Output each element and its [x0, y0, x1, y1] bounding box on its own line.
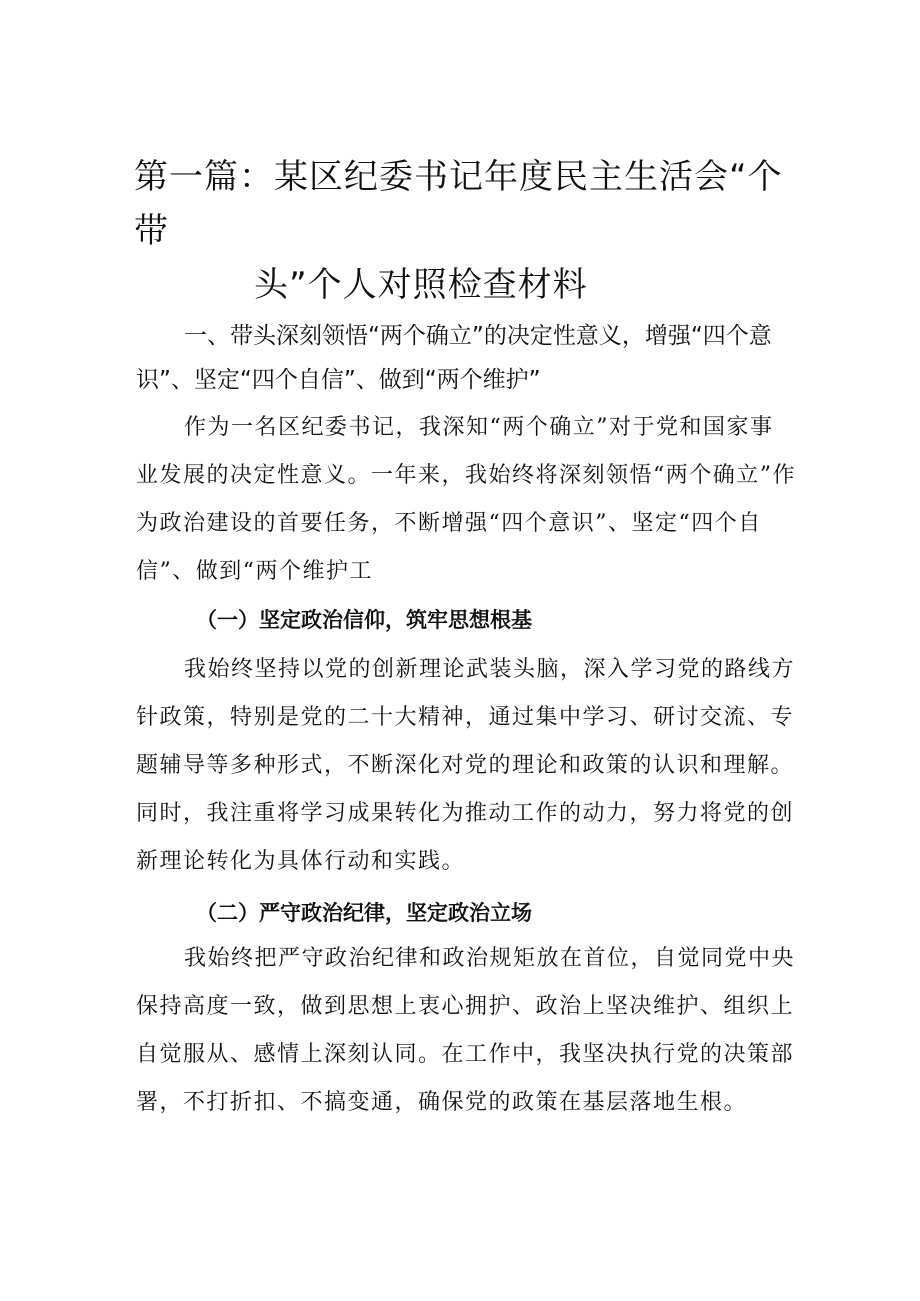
subsection-1-paragraph: 我始终坚持以党的创新理论武装头脑，深入学习党的路线方针政策，特别是党的二十大精神，通过集中学习、研讨交流、专题辅导等多种形式，不断深化对党的理论和政策的认识和理解。同时，我注重将学习成果转化为推动工作的动力，努力将党的创新理论转化为具体行动和实践。: [136, 657, 796, 874]
title-line-1: 第一篇：某区纪委书记年度民主生活会“个带: [134, 157, 783, 251]
section-1-heading: 一、带头深刻领悟“两个确立”的决定性意义，增强“四个意识”、坚定“四个自信”、做到“两个维护”: [136, 323, 772, 393]
subsection-1-heading: （一）坚定政治信仰，筑牢思想根基: [196, 607, 532, 632]
section-1-intro-paragraph: 作为一名区纪委书记，我深知“两个确立”对于党和国家事业发展的决定性意义。一年来，我始终将深刻领悟“两个确立”作为政治建设的首要任务，不断增强“四个意识”、坚定“四个自信”、做到“两个维护工: [136, 415, 796, 584]
subsection-2-paragraph: 我始终把严守政治纪律和政治规矩放在首位，自觉同党中央保持高度一致，做到思想上衷心拥护、政治上坚决维护、组织上自觉服从、感情上深刻认同。在工作中，我坚决执行党的决策部署，不打折扣、不搞变通，确保党的政策在基层落地生根。: [136, 946, 796, 1115]
subsection-2-heading: （二）严守政治纪律，坚定政治立场: [196, 900, 532, 925]
title-line-2: 头”个人对照检查材料: [254, 265, 588, 305]
document-title: [110, 150, 800, 312]
